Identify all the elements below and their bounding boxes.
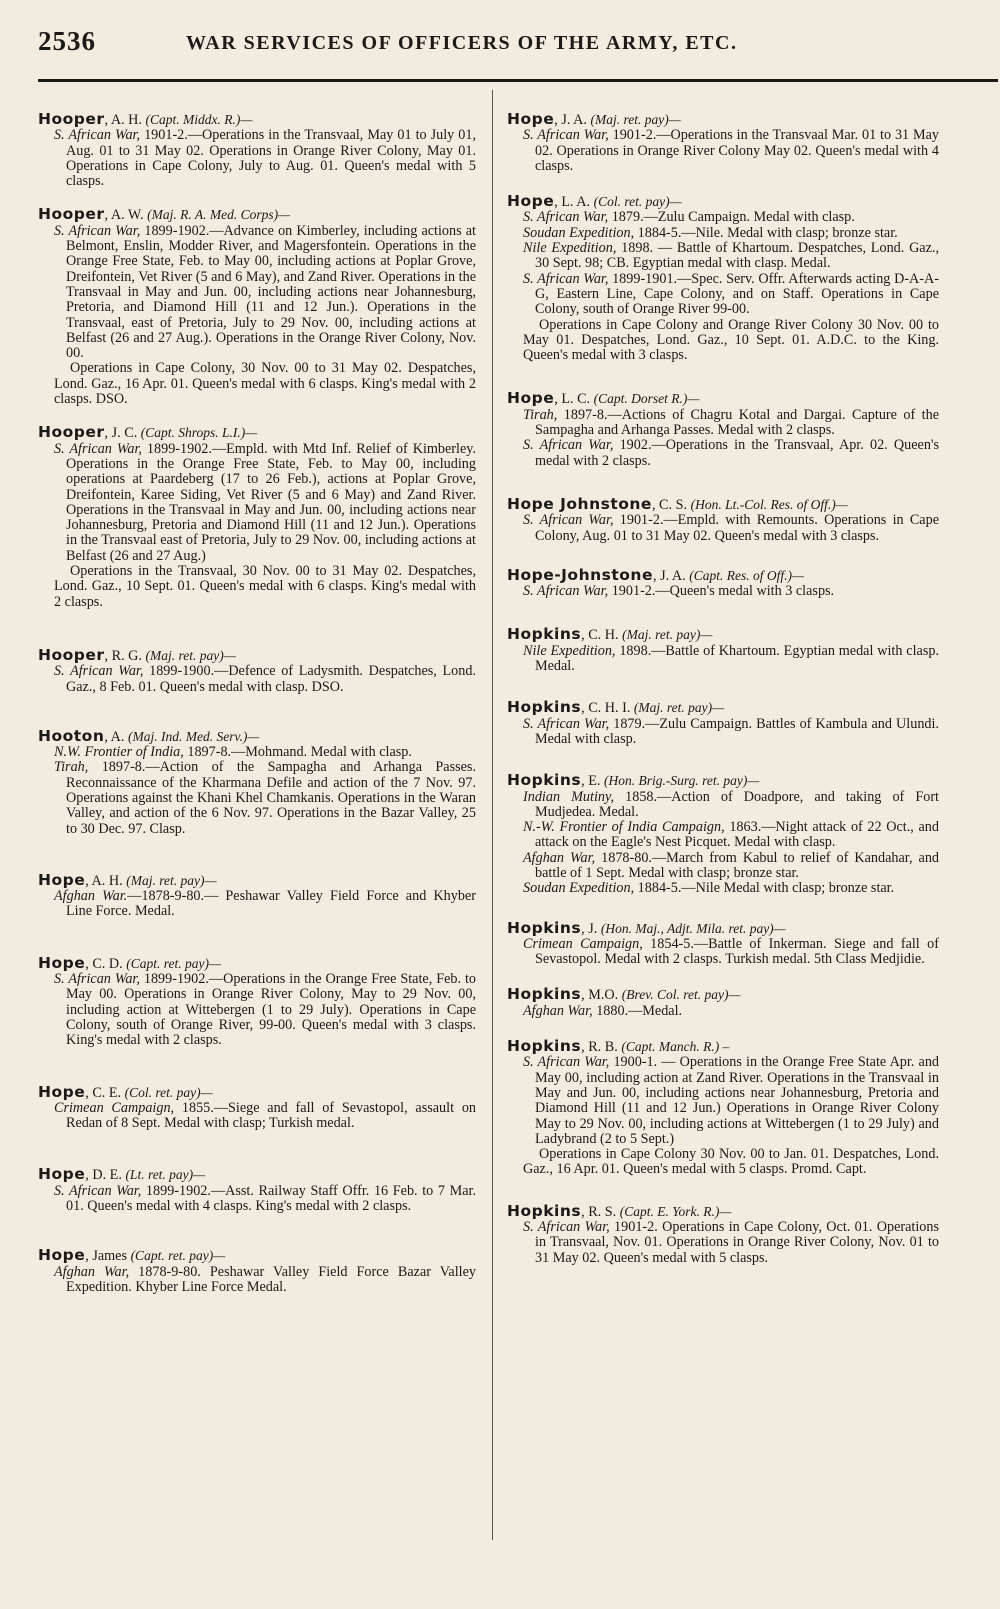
service-paragraph [507,438,939,469]
campaign-name: S. African War, [523,715,610,732]
campaign-name: S. African War, [523,583,609,600]
officer-initials: , M.O. [581,987,622,1004]
officer-entry [38,645,476,695]
officer-rank: (Capt. Dorset R.)— [593,391,700,407]
service-paragraph [507,226,939,241]
page-number: 2536 [38,26,96,56]
officer-initials: , C. H. [581,627,623,644]
entry-heading [38,1248,476,1264]
service-paragraph [507,1147,939,1178]
service-details: 1900-1. — Operations in the Orange Free State Apr. and May 00, including action at Zand River. Operations in the Transvaal in May and Jun. 00, including actions near Johannesburg, Pretoria and Diamond Hill (11 and 12 Jun.) Operations in Orange River Colony May to 29 Nov. 00, including actions at Wittebergen (1 to 29 July) and Ladybrand (2 to 5 Sept.) [535,1054,940,1147]
officer-rank: (Col. ret. pay)— [124,1084,213,1100]
officer-initials: , E. [581,773,604,790]
service-details: 1897-8.—Mohmand. Medal with clasp. [183,744,412,761]
officer-initials: , L. C. [554,391,594,408]
officer-surname: Hope [38,1082,86,1101]
entry-heading [507,918,939,937]
officer-rank: (Col. ret. pay)— [593,194,682,210]
service-paragraph [38,1184,476,1215]
service-details: 1898.—Battle of Khartoum. Egyptian medal with clasp. Medal. [535,642,939,675]
officer-rank: (Maj. ret. pay)— [145,647,236,663]
page-header [38,26,808,62]
entry-heading [38,1082,476,1101]
service-paragraph [38,745,476,760]
service-paragraph [507,128,939,174]
entry-heading [507,494,939,513]
service-details: 1901-2.—Operations in the Transvaal Mar. 01 to 31 May 02. Operations in Orange River Colony May 02. Queen's medal with 4 clasps. [535,127,940,174]
officer-entry [507,773,939,896]
officer-surname: Hope [38,953,86,972]
officer-rank: (Maj. ret. pay)— [590,112,681,127]
service-details: 1899-1901.—Spec. Serv. Offr. Afterwards acting D-A-A-G, Eastern Line, Cape Colony, and on Staff. Operations in Cape Colony, south of Orange River 99-00. [535,270,939,318]
officer-initials: , J. [581,920,601,937]
officer-rank: (Maj. Ind. Med. Serv.)— [128,728,260,744]
officer-surname: Hopkins [507,1037,582,1056]
officer-rank: (Maj. ret. pay)— [126,872,217,888]
service-paragraph [38,1265,476,1296]
service-paragraph [507,644,939,675]
officer-surname: Hooper [38,205,105,224]
service-paragraph [38,564,476,610]
officer-rank: (Capt. E. York. R.)— [619,1203,732,1219]
campaign-name: S. African War, [523,1219,610,1236]
entry-heading [38,425,476,441]
service-paragraph [507,272,939,318]
service-paragraph [507,1220,939,1266]
officer-rank: (Capt. Manch. R.) – [621,1039,730,1055]
campaign-name: Nile Expedition, [523,642,616,659]
officer-rank: (Brev. Col. ret. pay)— [621,987,741,1003]
campaign-name: Tirah, [523,406,558,423]
officer-surname: Hope [507,110,555,128]
officer-entry [507,627,939,674]
service-details: Operations in Cape Colony, 30 Nov. 00 to 31 May 02. Despatches, Lond. Gaz., 16 Apr. 01. Queen's medal with 6 clasps. King's medal with 2 clasps. DSO. [54,360,476,408]
officer-initials: , L. A. [554,194,594,211]
entry-heading [38,726,476,745]
service-details: 1878-9-80. Peshawar Valley Field Force Bazar Valley Expedition. Khyber Line Force Medal. [66,1263,476,1295]
entry-heading [38,870,476,889]
service-details: 1899-1902.—Asst. Railway Staff Offr. 16 Feb. to 7 Mar. 01. Queen's medal with 4 clasps. King's medal with 2 clasps. [66,1182,476,1215]
service-paragraph [507,408,939,439]
officer-initials: , C. D. [85,955,127,972]
service-details: 1899-1902.—Empld. with Mtd Inf. Relief of Kimberley. Operations in the Orange Free State, Feb. to May 00, including operations at Paardeberg (17 to 26 Feb.), actions at Poplar Grove, Dreifontein, Karee Siding, Vet River (5 and 6 May) and Zand River. Operations in the Transvaal in May and Jun. 00, including actions near Johannesburg, Pretoria and Diamond Hill (11 and 12 Jun.). Operations in the Transvaal east of Pretoria, July to 29 Nov. 00, including actions at Belfast (26 and 27 Aug.) [66,440,476,564]
service-paragraph [507,790,939,821]
campaign-name: Crimean Campaign, [54,1099,175,1116]
service-paragraph [507,210,939,225]
left-column [38,112,476,1295]
service-paragraph [38,361,476,407]
officer-entry [38,1082,477,1132]
officer-rank: (Capt. Middx. R.)— [145,112,253,127]
officer-surname: Hope [507,389,555,408]
officer-surname: Hopkins [507,625,582,644]
service-details: 1902.—Operations in the Transvaal, Apr. 02. Queen's medal with 2 clasps. [535,437,939,469]
service-details: 1884-5.—Nile Medal with clasp; bronze star. [634,880,895,897]
service-paragraph [507,584,939,599]
service-paragraph [38,224,476,362]
campaign-name: S. African War, [54,440,142,457]
service-paragraph [38,128,476,189]
running-title: WAR SERVICES OF OFFICERS OF THE ARMY, ETC. [186,32,738,54]
officer-surname: Hope [38,1165,86,1184]
right-column [507,112,939,1266]
service-details: 1884-5.—Nile. Medal with clasp; bronze star. [634,224,898,241]
entry-heading [507,112,939,128]
service-paragraph [38,1101,476,1132]
service-details: 1879.—Zulu Campaign. Battles of Kambula and Ulundi. Medal with clasp. [535,715,940,747]
entry-heading [507,700,939,716]
officer-rank: (Capt. ret. pay)— [126,955,221,971]
officer-entry [507,1201,939,1266]
campaign-name: Afghan War, [523,1002,593,1019]
campaign-name: S. African War, [54,663,144,680]
service-details: 1901-2.—Operations in the Transvaal, May 01 to July 01, Aug. 01 to 31 May 02. Operations in Orange River Colony, May 01. Operations in Cape Colony, July to Aug. 01. Queen's medal with 5 clasps. [66,127,476,190]
campaign-name: S. African War, [54,222,141,239]
officer-initials: , A. W. [104,207,148,224]
service-paragraph [507,851,939,882]
campaign-name: S. African War, [523,437,614,454]
service-details: 1855.—Siege and fall of Sevastopol, assault on Redan of 8 Sept. Medal with clasp; Turkish medal. [66,1099,477,1132]
officer-initials: , J. A. [652,567,690,584]
campaign-name: Crimean Campaign, [523,935,643,952]
campaign-name: Afghan War, [523,849,596,866]
campaign-name: S. African War, [523,209,609,226]
service-paragraph [507,717,939,748]
service-details: 1897-8.—Action of the Sampagha and Arhanga Passes. Reconnaissance of the Kharmana Defile and action of the 7 Nov. 97. Operations against the Khani Khel Chamkanis. Operations in the Waran Valley, and action of the 6 Nov. 97. Operations in the Bazar Valley, 25 to 30 Dec. 97. Clasp. [66,759,476,837]
service-paragraph [507,937,939,968]
officer-entry [507,918,939,968]
entry-heading [507,773,939,789]
officer-entry [507,194,939,363]
entry-heading [507,194,939,210]
campaign-name: N.W. Frontier of India, [54,744,184,761]
officer-surname: Hope [38,1246,86,1265]
entry-heading [38,112,476,128]
service-paragraph [507,318,939,364]
entry-heading [507,1201,939,1220]
service-details: 1863.—Night attack of 22 Oct., and attack on the Eagle's Nest Picquet. Medal with clasp. [535,819,939,851]
campaign-name: Soudan Expedition, [523,880,635,897]
officer-surname: Hopkins [507,771,582,790]
campaign-name: S. African War, [523,270,609,287]
service-paragraph [507,881,939,896]
officer-initials: , C. H. I. [581,700,634,717]
entry-heading [507,987,939,1003]
officer-surname: Hooper [38,645,105,664]
service-details: 1901-2.—Empld. with Remounts. Operations in Cape Colony, Aug. 01 to 31 May 02. Queen's medal with 3 clasps. [535,512,939,544]
officer-entry [38,726,476,837]
officer-entry [38,1167,476,1214]
officer-initials: , C. E. [85,1084,125,1101]
officer-initials: , James [85,1248,131,1265]
officer-rank: (Capt. Res. of Off.)— [689,567,804,583]
campaign-name: N.-W. Frontier of India Campaign, [523,819,725,836]
officer-surname: Hope Johnstone [507,494,652,513]
campaign-name: Afghan War. [54,888,128,905]
service-paragraph [507,1004,939,1019]
service-details: 1897-8.—Actions of Chagru Kotal and Dargai. Capture of the Sampagha and Arhanga Passes. Medal with 2 clasps. [535,406,939,439]
service-paragraph [38,442,476,564]
campaign-name: Indian Mutiny, [523,788,615,805]
officer-entry [38,112,476,189]
service-paragraph [507,820,939,851]
officer-surname: Hope [38,870,86,889]
service-details: 1899-1902.—Operations in the Orange Free State, Feb. to May 00. Operations in Orange River Colony, May to 29 Nov. 00, including action at Wittebergen (1 to 29 July). Operations in Cape Colony, south of Orange River, 99-00. Queen's medal with 3 clasps. King's medal with 2 clasps. [66,971,476,1049]
campaign-name: S. African War, [523,1054,610,1071]
officer-surname: Hope [507,192,555,211]
officer-rank: (Hon. Maj., Adjt. Mila. ret. pay)— [600,920,786,936]
officer-rank: (Capt. ret. pay)— [130,1248,226,1264]
officer-rank: (Hon. Brig.-Surg. ret. pay)— [603,773,760,789]
entry-heading [38,207,476,223]
service-details: 1878-80.—March from Kabul to relief of Kandahar, and battle of 1 Sept. Medal with clasp; bronze star. [535,849,940,881]
service-details: 1854-5.—Battle of Inkerman. Siege and fall of Sevastopol. Medal with 2 clasps. Turkish medal. 5th Class Medjidie. [535,935,939,968]
officer-initials: , J. A. [554,112,591,128]
service-details: Operations in the Transvaal, 30 Nov. 00 to 31 May 02. Despatches, Lond. Gaz., 10 Sept. 01. Queen's medal with 6 clasps. King's medal with 2 clasps. [54,563,476,610]
campaign-name: S. African War, [54,127,141,144]
service-details: Operations in Cape Colony and Orange River Colony 30 Nov. 00 to May 01. Despatches, Lond. Gaz., 10 Sept. 01. A.D.C. to the King. Queen's medal with 3 clasps. [523,316,939,364]
officer-surname: Hopkins [507,1201,582,1220]
officer-entry [38,425,476,610]
service-details: 1858.—Action of Doadpore, and taking of Fort Mudjedea. Medal. [535,788,939,820]
officer-rank: (Maj. R. A. Med. Corps)— [147,207,291,223]
officer-entry [507,391,939,468]
officer-surname: Hooper [38,423,105,442]
service-details: 1880.—Medal. [592,1002,683,1019]
campaign-name: S. African War, [54,971,140,988]
officer-initials: , R. G. [104,647,146,664]
entry-heading [507,391,939,407]
service-details: 1899-1900.—Defence of Ladysmith. Despatches, Lond. Gaz., 8 Feb. 01. Queen's medal with clasp. DSO. [66,663,476,695]
officer-entry [507,494,939,544]
officer-rank: (Maj. ret. pay)— [622,627,713,643]
officer-initials: , C. S. [651,496,691,513]
campaign-name: S. African War, [54,1182,142,1199]
officer-initials: , J. C. [104,425,141,442]
service-paragraph [38,760,476,836]
officer-entry [38,207,476,407]
officer-surname: Hopkins [507,698,582,717]
officer-entry [38,953,476,1049]
officer-entry [507,987,939,1019]
officer-surname: Hopkins [507,918,582,937]
officer-entry [507,112,939,174]
officer-entry [38,1248,476,1295]
service-details: 1901-2.—Queen's medal with 3 clasps. [608,583,835,600]
officer-initials: , R. S. [581,1203,620,1220]
campaign-name: Tirah, [54,759,89,776]
service-paragraph [507,1055,939,1147]
entry-heading [507,627,939,643]
campaign-name: Soudan Expedition, [523,224,635,241]
campaign-name: S. African War, [523,127,609,144]
entry-heading [38,645,476,664]
officer-initials: , R. B. [581,1039,622,1056]
entry-heading [507,1039,939,1055]
service-paragraph [38,889,476,920]
officer-initials: , A. H. [104,112,146,128]
officer-initials: , A. H. [85,872,127,889]
officer-rank: (Maj. ret. pay)— [633,700,725,716]
campaign-name: Afghan War, [54,1263,130,1280]
officer-initials: , D. E. [85,1167,126,1184]
service-paragraph [507,513,939,544]
officer-surname: Hope-Johnstone [507,565,653,584]
officer-entry [507,565,939,600]
service-details: 1898. — Battle of Khartoum. Despatches, Lond. Gaz., 30 Sept. 98; CB. Egyptian medal with clasp. Medal. [535,240,939,272]
service-details: Operations in Cape Colony 30 Nov. 00 to Jan. 01. Despatches, Lond. Gaz., 16 Apr. 01. Queen's medal with 5 clasps. Promd. Capt. [523,1146,939,1178]
campaign-name: Nile Expedition, [523,240,617,257]
service-paragraph [38,664,476,695]
officer-rank: (Capt. Shrops. L.I.)— [140,425,258,441]
officer-rank: (Hon. Lt.-Col. Res. of Off.)— [690,496,848,512]
officer-surname: Hopkins [507,985,582,1004]
entry-heading [507,565,939,584]
campaign-name: S. African War, [523,512,614,529]
officer-rank: (Lt. ret. pay)— [125,1167,206,1183]
officer-surname: Hooton [38,726,105,745]
officer-surname: Hooper [38,110,105,128]
entry-heading [38,953,476,972]
officer-entry [38,870,476,920]
header-rule [38,79,998,82]
service-paragraph [38,972,476,1048]
service-details: 1901-2. Operations in Cape Colony, Oct. 01. Operations in Transvaal, Nov. 01. Operations in Orange River Colony, Nov. 01 to 31 May 02. Queen's medal with 5 clasps. [535,1219,939,1266]
entry-heading [38,1167,476,1183]
service-details: —1878-9-80.— Peshawar Valley Field Force and Khyber Line Force. Medal. [66,888,476,920]
service-paragraph [507,241,939,272]
officer-entry [507,700,939,747]
service-details: 1879.—Zulu Campaign. Medal with clasp. [608,209,855,226]
column-divider [492,90,493,1540]
service-details: 1899-1902.—Advance on Kimberley, including actions at Belmont, Enslin, Modder River, and Magersfontein. Operations in the Orange Free State, Feb. to May 00, including actions at Poplar Grove, Dreifontein, Vet River (5 and 6 May), and Zand River. Operations in the Transvaal in May and Jun. 00, including actions near Johannesburg, Pretoria, and Diamond Hill (11 and 12 Jun.). Operations in the Transvaal, east of Pretoria, July to 29 Nov. 00, including actions at Belfast (26 and 27 Aug.). Operations in the Orange River Colony, Nov. 00. [66,222,476,362]
officer-initials: , A. [104,728,129,745]
officer-entry [507,1039,939,1178]
